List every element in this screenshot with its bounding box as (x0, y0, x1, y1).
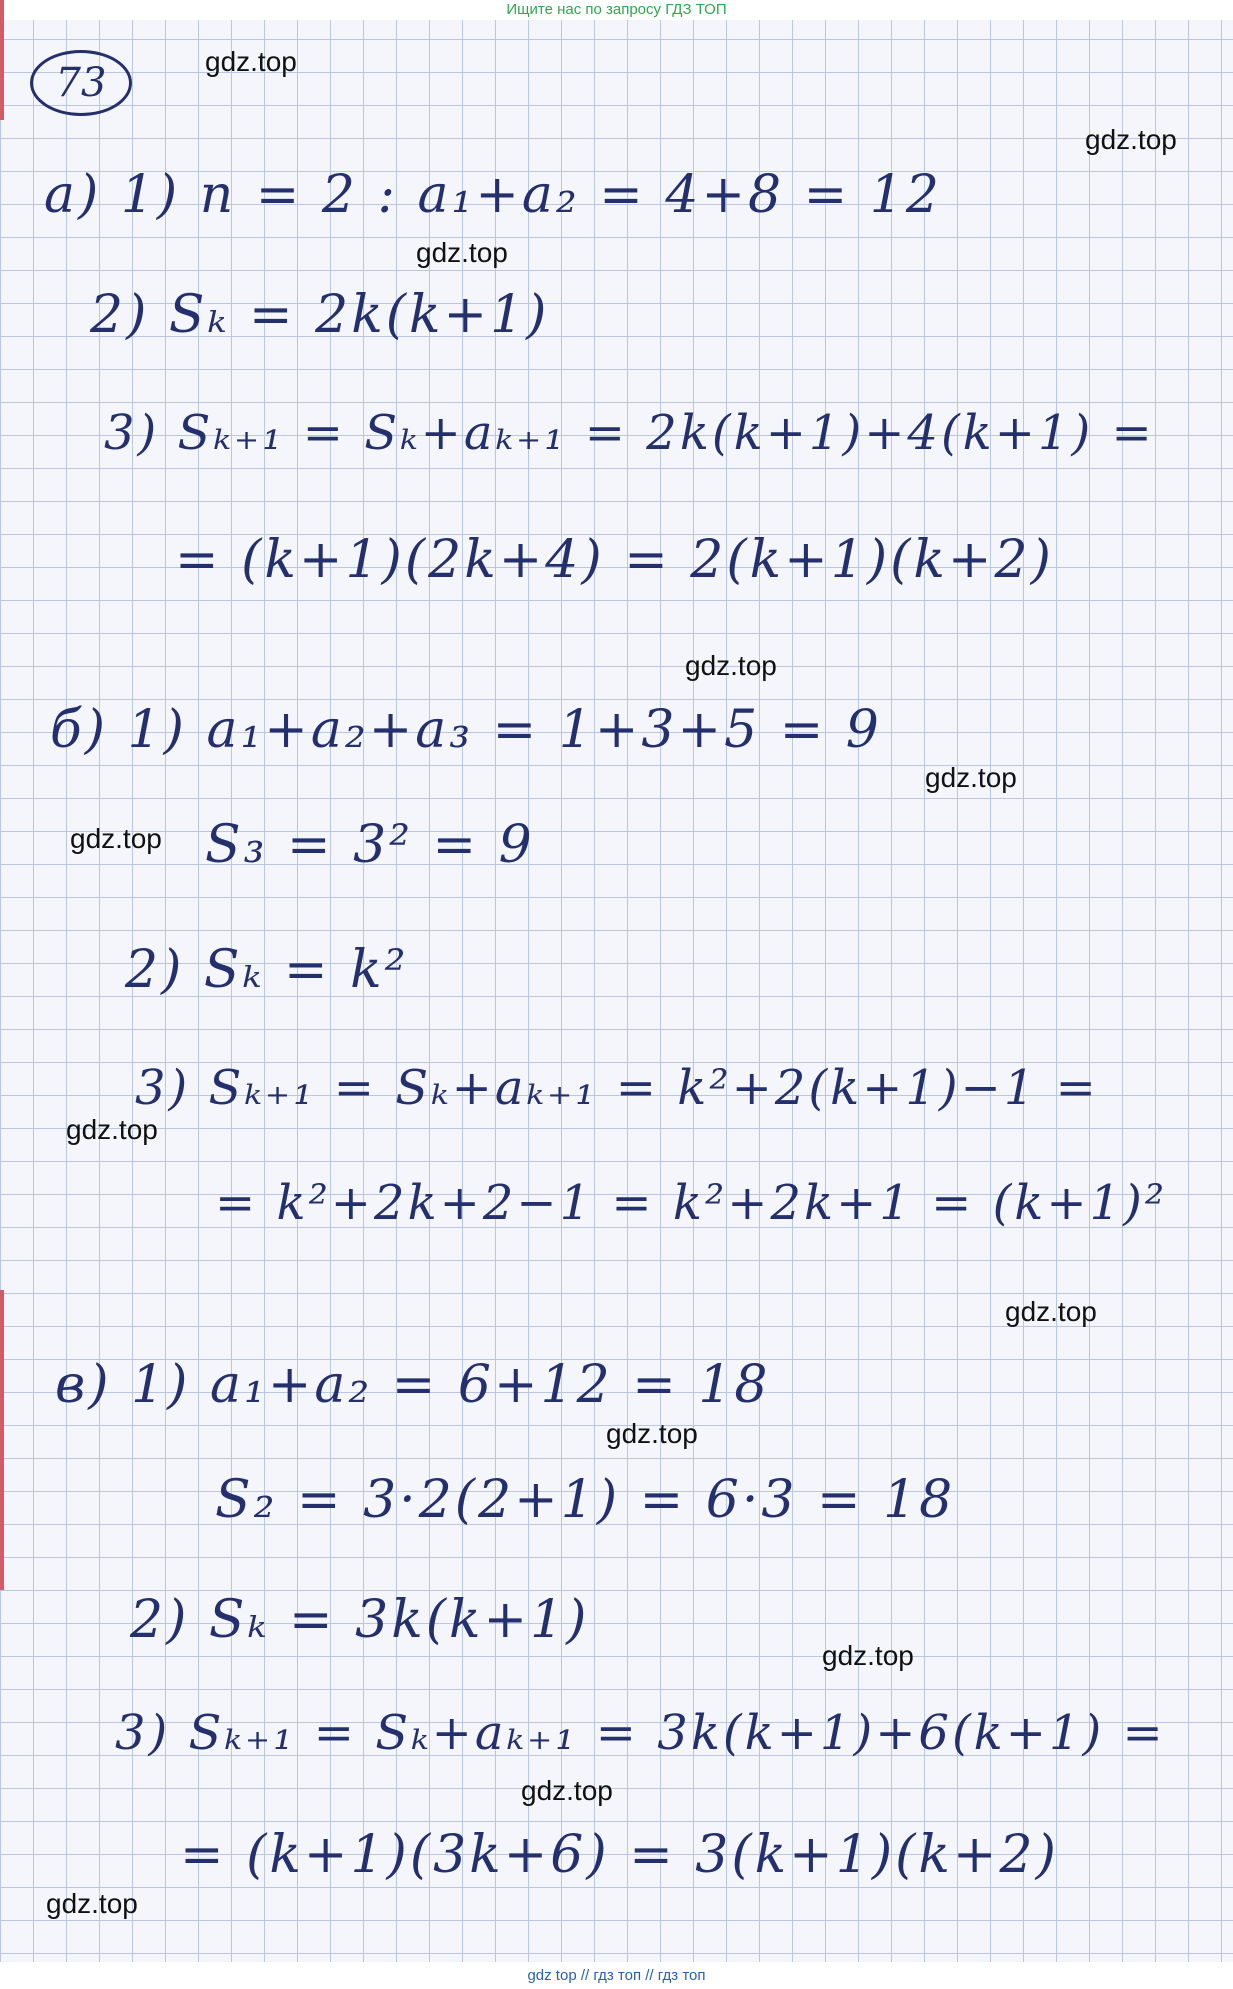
solution-line: = (k+1)(2k+4) = 2(k+1)(k+2) (175, 530, 1054, 590)
solution-line: 3) Sₖ₊₁ = Sₖ+aₖ₊₁ = 2k(k+1)+4(k+1) = (104, 405, 1155, 461)
watermark: gdz.top (606, 1418, 698, 1449)
watermark: gdz.top (822, 1640, 914, 1671)
watermark: gdz.top (205, 46, 297, 77)
solution-line: S₂ = 3·2(2+1) = 6·3 = 18 (215, 1470, 956, 1530)
watermark: gdz.top (66, 1114, 158, 1145)
solution-line: 2) Sₖ = 3k(k+1) (130, 1590, 590, 1650)
solution-line: а) 1) n = 2 : a₁+a₂ = 4+8 = 12 (44, 165, 942, 225)
problem-number: 73 (30, 50, 132, 116)
solution-line: 3) Sₖ₊₁ = Sₖ+aₖ₊₁ = 3k(k+1)+6(k+1) = (115, 1705, 1166, 1761)
solution-line: 3) Sₖ₊₁ = Sₖ+aₖ₊₁ = k²+2(k+1)−1 = (135, 1060, 1099, 1116)
watermark: gdz.top (416, 237, 508, 268)
footer-links[interactable]: gdz top // гдз топ // гдз топ (0, 1962, 1233, 1989)
solution-line: в) 1) a₁+a₂ = 6+12 = 18 (55, 1355, 771, 1415)
watermark: gdz.top (925, 762, 1017, 793)
watermark: gdz.top (1005, 1296, 1097, 1327)
margin-line (0, 1290, 4, 1590)
solution-line: = (k+1)(3k+6) = 3(k+1)(k+2) (180, 1825, 1059, 1885)
solution-line: 2) Sₖ = 2k(k+1) (90, 285, 550, 345)
watermark: gdz.top (46, 1888, 138, 1919)
margin-line (0, 0, 4, 120)
watermark: gdz.top (70, 823, 162, 854)
solution-line: б) 1) a₁+a₂+a₃ = 1+3+5 = 9 (50, 700, 882, 760)
watermark: gdz.top (1085, 124, 1177, 155)
watermark: gdz.top (521, 1775, 613, 1806)
solution-line: 2) Sₖ = k² (125, 940, 409, 1000)
solution-line: = k²+2k+2−1 = k²+2k+1 = (k+1)² (215, 1175, 1168, 1231)
top-banner[interactable]: Ищите нас по запросу ГДЗ ТОП (0, 0, 1233, 20)
solution-line: S₃ = 3² = 9 (205, 815, 535, 875)
watermark: gdz.top (685, 650, 777, 681)
